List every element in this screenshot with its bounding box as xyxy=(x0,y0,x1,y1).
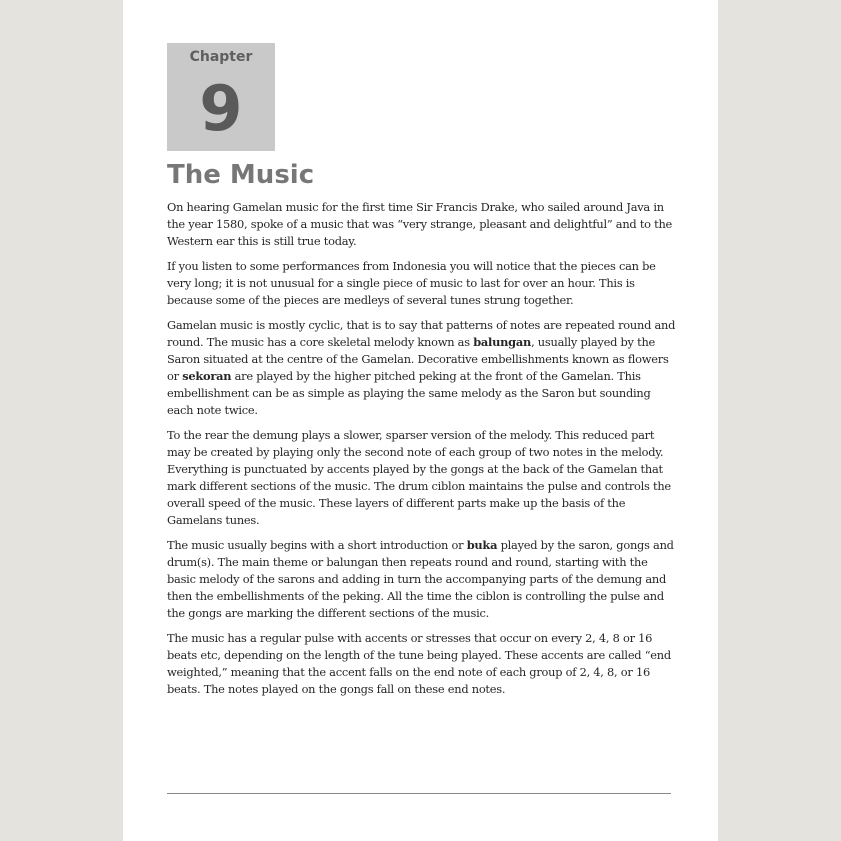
text-run: On hearing Gamelan music for the first time Sir Francis Drake, who sailed around Java in the year 1580, spoke of a music that was “very strange, pleasant and delightful” and to the Western ear this is still true today. xyxy=(167,200,673,248)
chapter-title: The Music xyxy=(167,160,315,190)
bold-term: sekoran xyxy=(182,369,232,383)
text-run: Gamelan music is mostly cyclic, that is to say that patterns of notes are repeated round and round. The music has a core skeletal melody known as xyxy=(167,318,676,349)
chapter-badge xyxy=(167,43,275,151)
text-run: If you listen to some performances from Indonesia you will notice that the pieces can be very long; it is not unusual for a single piece of music to last for over an hour. This is because some of the pieces are medleys of several tunes strung together. xyxy=(167,259,656,307)
text-run: The music has a regular pulse with accents or stresses that occur on every 2, 4, 8 or 16 beats etc, depending on the length of the tune being played. These accents are called “end weighted,” meaning that the accent falls on the end note of each group of 2, 4, 8, or 16 beats. The notes played on the gongs fall on these end notes. xyxy=(167,631,671,696)
footer-rule xyxy=(167,793,671,794)
document-page xyxy=(123,0,718,841)
paragraph xyxy=(167,537,679,622)
paragraph xyxy=(167,199,679,250)
body-text xyxy=(167,199,679,706)
bold-term: buka xyxy=(466,538,498,552)
chapter-number: 9 xyxy=(199,72,243,145)
paragraph xyxy=(167,258,679,309)
paragraph xyxy=(167,317,679,419)
text-run: The music usually begins with a short introduction or xyxy=(167,538,467,552)
paragraph xyxy=(167,630,679,698)
chapter-label: Chapter xyxy=(189,49,253,65)
text-run: , usually played by the Saron situated at the centre of the Gamelan. Decorative embellishments known as flowers or xyxy=(167,335,669,383)
bold-term: balungan xyxy=(473,335,532,349)
paragraph xyxy=(167,427,679,529)
text-run: played by the saron, gongs and drum(s). The main theme or balungan then repeats round and round, starting with the basic melody of the sarons and adding in turn the accompanying parts of the demung and then the embellishments of the peking. All the time the ciblon is controlling the pulse and the gongs are marking the different sections of the music. xyxy=(167,538,674,620)
text-run: To the rear the demung plays a slower, sparser version of the melody. This reduced part may be created by playing only the second note of each group of two notes in the melody. Everything is punctuated by accents played by the gongs at the back of the Gamelan that mark different sections of the music. The drum ciblon maintains the pulse and controls the overall speed of the music. These layers of different parts make up the basis of the Gamelans tunes. xyxy=(167,428,671,527)
text-run: are played by the higher pitched peking at the front of the Gamelan. This embellishment can be as simple as playing the same melody as the Saron but sounding each note twice. xyxy=(167,369,651,417)
